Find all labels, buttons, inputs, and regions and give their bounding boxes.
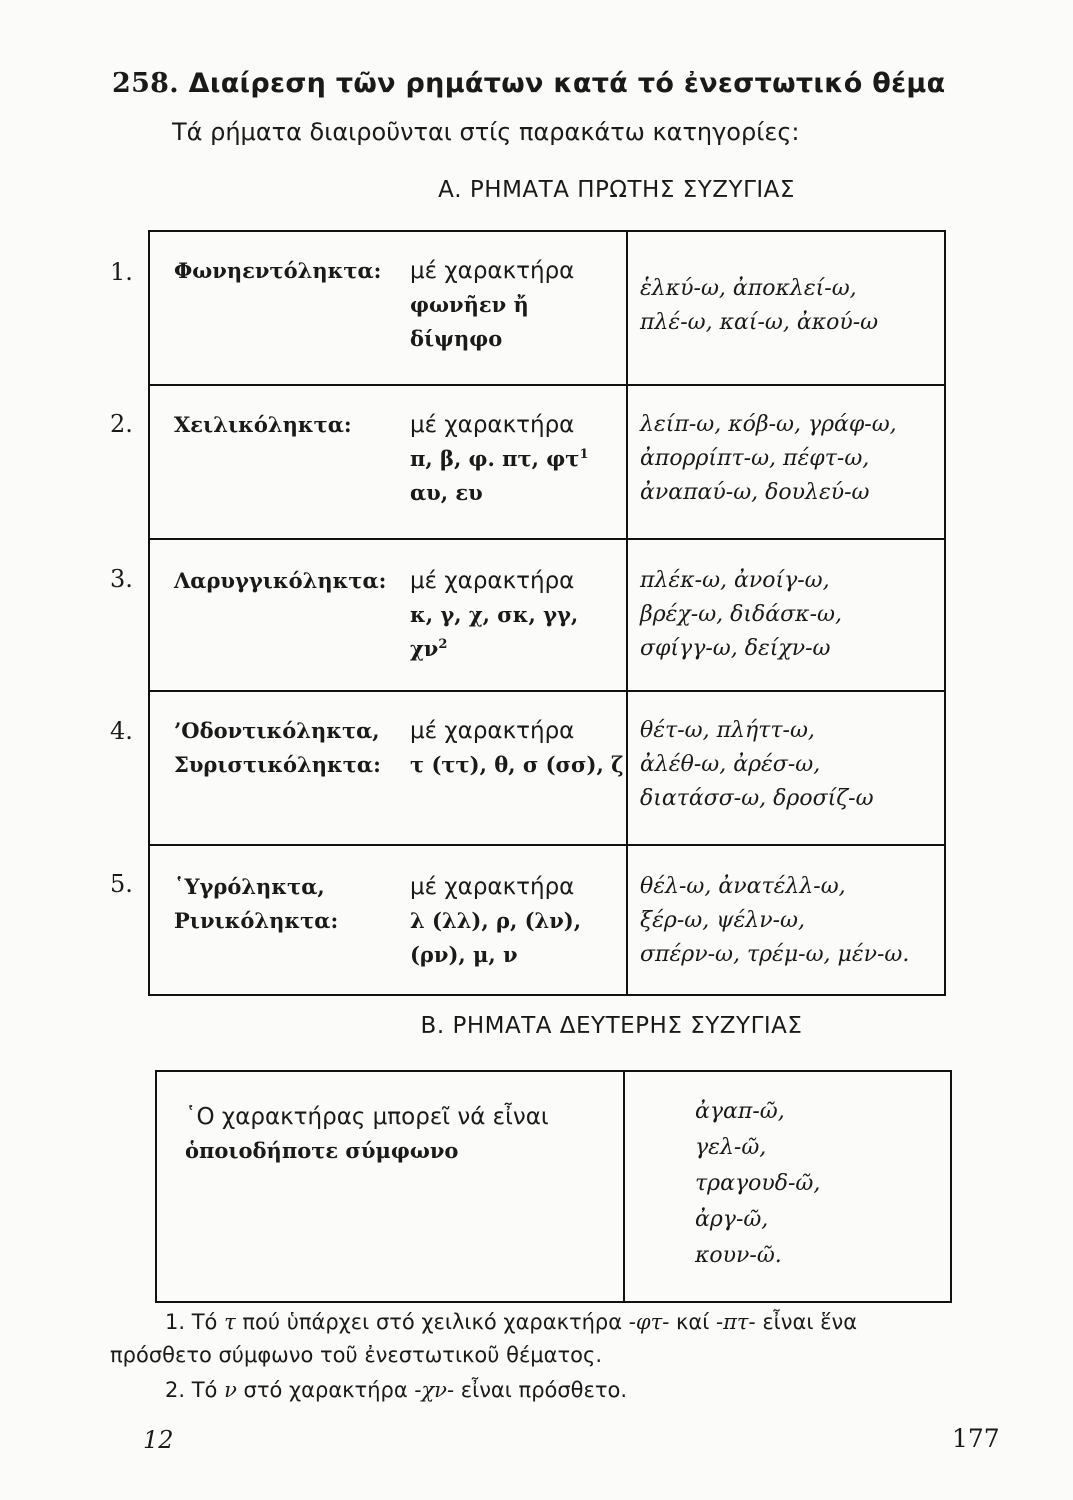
row-number: 1. [110, 258, 133, 286]
conjugation-b-table [155, 1070, 952, 1303]
footnote-1: 1. Τό τ πού ὑπάρχει στό χειλικό χαρακτήρα -φτ- καί -πτ- εἶναι ἕνα [165, 1310, 858, 1334]
table-row [150, 690, 944, 846]
character-cell: μέ χαρακτήρα κ, γ, χ, σκ, γγ, $\chi\nu^2$ [410, 568, 579, 661]
character-cell: μέ χαρακτήρα λ (λλ), ρ, (λν), (ρν), μ, ν [410, 874, 582, 967]
section-a-title: Α. ΡΗΜΑΤΑ ΠΡΩΤΗΣ ΣΥΖΥΓΙΑΣ [438, 177, 795, 203]
character-cell: μέ χαρακτήρα φωνῆεν ἤ δίψηφο [410, 258, 575, 351]
section-b-title: Β. ΡΗΜΑΤΑ ΔΕΥΤΕΡΗΣ ΣΥΖΥΓΙΑΣ [420, 1013, 803, 1039]
examples-cell: θέτ-ω, πλήττ-ω, ἀλέθ-ω, ἀρέσ-ω, διατάσσ-ω, δροσίζ-ω [640, 718, 874, 811]
table-row [150, 538, 944, 692]
category-name: Φωνηεντόληκτα: [174, 258, 382, 283]
heading-number: 258. [112, 68, 179, 99]
section-heading [112, 68, 945, 99]
examples-cell: θέλ-ω, ἀνατέλλ-ω, ξέρ-ω, ψέλν-ω, σπέρν-ω, τρέμ-ω, μέν-ω. [640, 874, 910, 967]
table-row [150, 844, 944, 998]
conjugation-a-table [148, 230, 946, 996]
footnote-2: 2. Τό ν στό χαρακτήρα -χν- εἶναι πρόσθετο. [165, 1378, 628, 1402]
character-cell: μέ χαρακτήρα τ (ττ), θ, σ (σσ), ζ [410, 718, 624, 777]
category-name: ’Οδοντικόληκτα, Συριστικόληκτα: [174, 718, 381, 777]
examples-cell: ἀγαπ-ῶ, γελ-ῶ, τραγουδ-ῶ, ἀργ-ῶ, κουν-ῶ. [695, 1099, 821, 1268]
page-number: 177 [952, 1424, 1000, 1453]
row-number: 5. [110, 870, 133, 898]
table-row [150, 232, 944, 384]
intro-text: Τά ρήματα διαιροῦνται στίς παρακάτω κατηγορίες: [172, 118, 800, 146]
table-row [150, 384, 944, 540]
category-name: ῾Υγρόληκτα, Ρινικόληκτα: [174, 874, 339, 933]
footnote-1-continued: πρόσθετο σύμφωνο τοῦ ἐνεστωτικοῦ θέματος. [110, 1343, 602, 1367]
category-name: Χειλικόληκτα: [174, 412, 352, 437]
character-description: ῾Ο χαρακτήρας μπορεῖ νά εἶναι ὁποιοδήποτε σύμφωνο [185, 1104, 549, 1163]
heading-title: Διαίρεση τῶν ρημάτων κατά τό ἐνεστωτικό θέμα [188, 68, 946, 99]
category-name: Λαρυγγικόληκτα: [174, 568, 387, 593]
examples-cell: πλέκ-ω, ἀνοίγ-ω, βρέχ-ω, διδάσκ-ω, σφίγγ-ω, δείχν-ω [640, 568, 842, 661]
row-number: 2. [110, 410, 133, 438]
row-number: 4. [110, 717, 133, 745]
examples-cell: ἑλκύ-ω, ἀποκλεί-ω, πλέ-ω, καί-ω, ἀκού-ω [640, 276, 879, 335]
row-number: 3. [110, 565, 133, 593]
signature-mark: 12 [143, 1426, 174, 1454]
character-cell: μέ χαρακτήρα π, β, φ. πτ, $\varphi\tau^1$ αυ, ευ [410, 412, 589, 505]
column-divider [623, 1072, 625, 1301]
examples-cell: λείπ-ω, κόβ-ω, γράφ-ω, ἀπορρίπτ-ω, πέφτ-ω, ἀναπαύ-ω, δουλεύ-ω [640, 412, 897, 505]
